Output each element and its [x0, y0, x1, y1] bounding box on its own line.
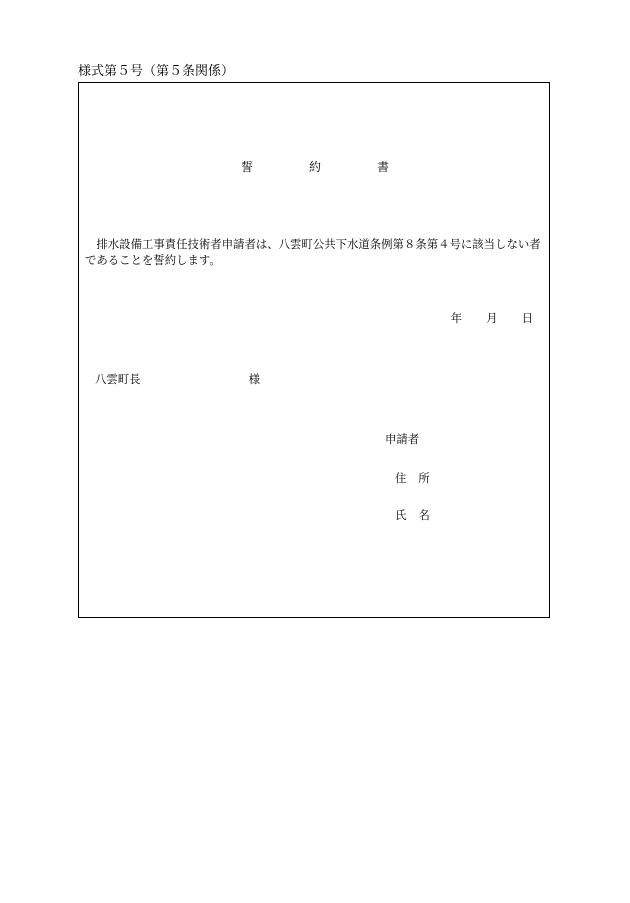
applicant-address-label: 住所 [395, 471, 442, 485]
title-char-document: 書 [377, 160, 390, 174]
document-frame [78, 82, 550, 618]
date-day-label: 日 [521, 311, 533, 325]
date-year-label: 年 [450, 311, 463, 325]
applicant-name-label: 氏名 [395, 508, 442, 522]
addressee-honorific: 様 [248, 372, 260, 386]
title-char-oath: 誓 [240, 160, 253, 174]
date-month-label: 月 [486, 311, 498, 325]
addressee-name: 八雲町長 [95, 372, 141, 386]
title-char-promise: 約 [308, 160, 321, 174]
applicant-label: 申請者 [385, 432, 420, 446]
form-number: 様式第５号（第５条関係） [78, 64, 235, 79]
date-line [451, 310, 533, 326]
document-title [79, 159, 551, 175]
addressee [95, 371, 260, 387]
pledge-statement: 排水設備工事責任技術者申請者は、八雲町公共下水道条例第８条第４号に該当しない者であることを誓約します。 [85, 237, 541, 267]
